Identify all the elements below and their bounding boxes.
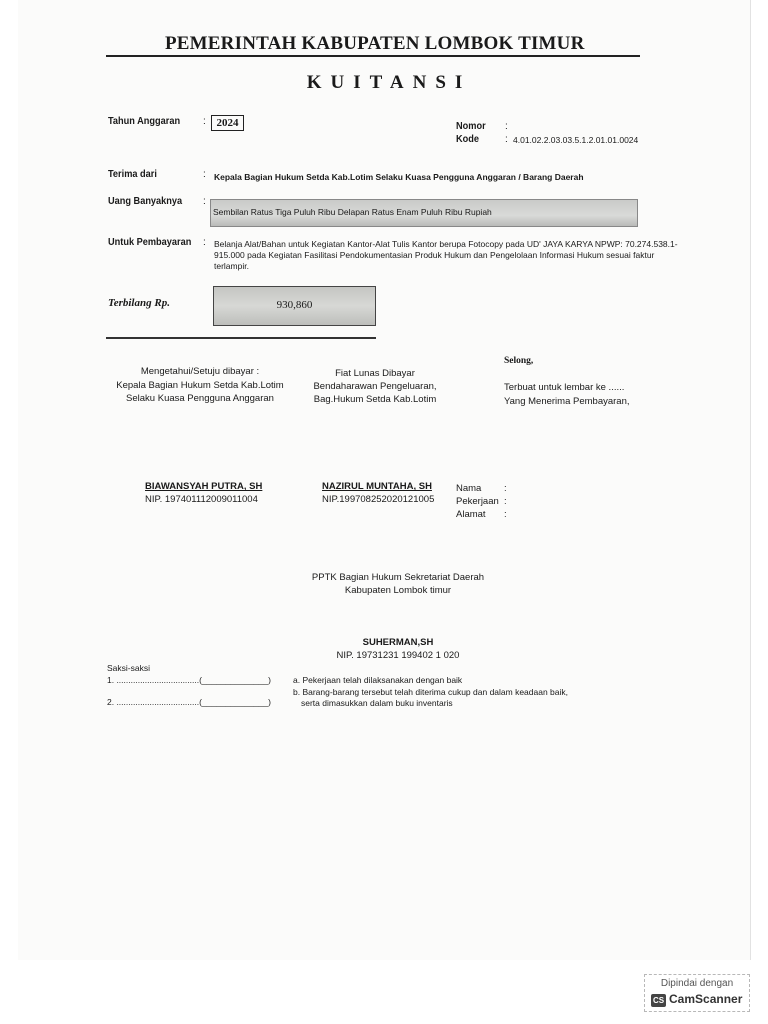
scanner-brand: CamScanner <box>669 992 743 1006</box>
camscanner-badge <box>644 974 750 1012</box>
saksi-row: 1. ...................................(______________) <box>107 675 271 685</box>
pptk-line: PPTK Bagian Hukum Sekretariat Daerah <box>311 572 485 583</box>
right-sign-line: Terbuat untuk lembar ke ...... <box>504 382 625 393</box>
tahun-value: 2024 <box>211 115 244 131</box>
note-a: a. Pekerjaan telah dilaksanakan dengan baik <box>293 675 463 685</box>
pekerjaan-label: Pekerjaan <box>456 496 499 507</box>
camscanner-logo-icon: CS <box>652 996 665 1005</box>
amount-divider <box>106 337 376 339</box>
amount-value: 930,860 <box>213 286 376 326</box>
colon: : <box>504 483 507 494</box>
government-header: PEMERINTAH KABUPATEN LOMBOK TIMUR <box>165 33 585 54</box>
colon: : <box>505 134 508 145</box>
document-title: KUITANSI <box>306 72 472 93</box>
tahun-label: Tahun Anggaran <box>108 116 181 127</box>
saksi-label: Saksi-saksi <box>107 663 150 673</box>
middle-sign-line: Fiat Lunas Dibayar <box>335 368 415 379</box>
untuk-label: Untuk Pembayaran <box>108 237 192 248</box>
colon: : <box>504 509 507 520</box>
untuk-line: terlampir. <box>214 261 249 271</box>
pptk-name: SUHERMAN,SH <box>362 637 434 648</box>
document-sheet <box>18 0 751 960</box>
left-sign-line: Selaku Kuasa Pengguna Anggaran <box>126 393 274 404</box>
colon: : <box>203 169 206 180</box>
place: Selong, <box>504 356 534 366</box>
terima-label: Terima dari <box>108 169 157 180</box>
note-b: b. Barang-barang tersebut telah diterima cukup dan dalam keadaan baik, <box>293 687 569 697</box>
uang-label: Uang Banyaknya <box>108 196 183 207</box>
left-sign-line: Mengetahui/Setuju dibayar : <box>140 366 260 377</box>
middle-signer-name: NAZIRUL MUNTAHA, SH <box>322 481 432 492</box>
left-signer-name: BIAWANSYAH PUTRA, SH <box>145 481 263 492</box>
colon: : <box>203 237 206 248</box>
colon: : <box>505 121 508 132</box>
middle-signer-nip: NIP.199708252020121005 <box>322 494 435 505</box>
pptk-nip: NIP. 19731231 199402 1 020 <box>336 650 460 661</box>
left-signer-nip: NIP. 197401112009011004 <box>145 494 258 505</box>
colon: : <box>203 196 206 207</box>
colon: : <box>504 496 507 507</box>
alamat-label: Alamat <box>456 509 486 520</box>
untuk-line: 915.000 pada Kegiatan Fasilitasi Pendokumentasian Produk Hukum dan Pengelolaan Informasi Hukum sesuai faktur <box>214 250 655 260</box>
nomor-label: Nomor <box>456 121 486 132</box>
terbilang-label: Terbilang Rp. <box>108 297 170 309</box>
terima-value: Kepala Bagian Hukum Setda Kab.Lotim Selaku Kuasa Pengguna Anggaran / Barang Daerah <box>214 172 584 182</box>
kode-label: Kode <box>456 134 479 145</box>
left-sign-line: Kepala Bagian Hukum Setda Kab.Lotim <box>116 380 284 391</box>
scanner-caption: Dipindai dengan <box>660 978 734 989</box>
right-sign-line: Yang Menerima Pembayaran, <box>504 396 630 407</box>
kode-value: 4.01.02.2.03.03.5.1.2.01.01.0024 <box>513 135 639 145</box>
nama-label: Nama <box>456 483 482 494</box>
note-b-cont: serta dimasukkan dalam buku inventaris <box>301 698 453 708</box>
middle-sign-line: Bendaharawan Pengeluaran, <box>313 381 437 392</box>
pptk-line: Kabupaten Lombok timur <box>344 585 452 596</box>
uang-value: Sembilan Ratus Tiga Puluh Ribu Delapan Ratus Enam Puluh Ribu Rupiah <box>213 207 492 217</box>
untuk-line: Belanja Alat/Bahan untuk Kegiatan Kantor-Alat Tulis Kantor berupa Fotocopy pada UD' JAYA KARYA NPWP: 70.274.538.1- <box>214 239 678 249</box>
middle-sign-line: Bag.Hukum Setda Kab.Lotim <box>313 394 437 405</box>
saksi-row: 2. ...................................(______________) <box>107 697 271 707</box>
colon: : <box>203 116 206 127</box>
header-divider <box>106 55 640 57</box>
